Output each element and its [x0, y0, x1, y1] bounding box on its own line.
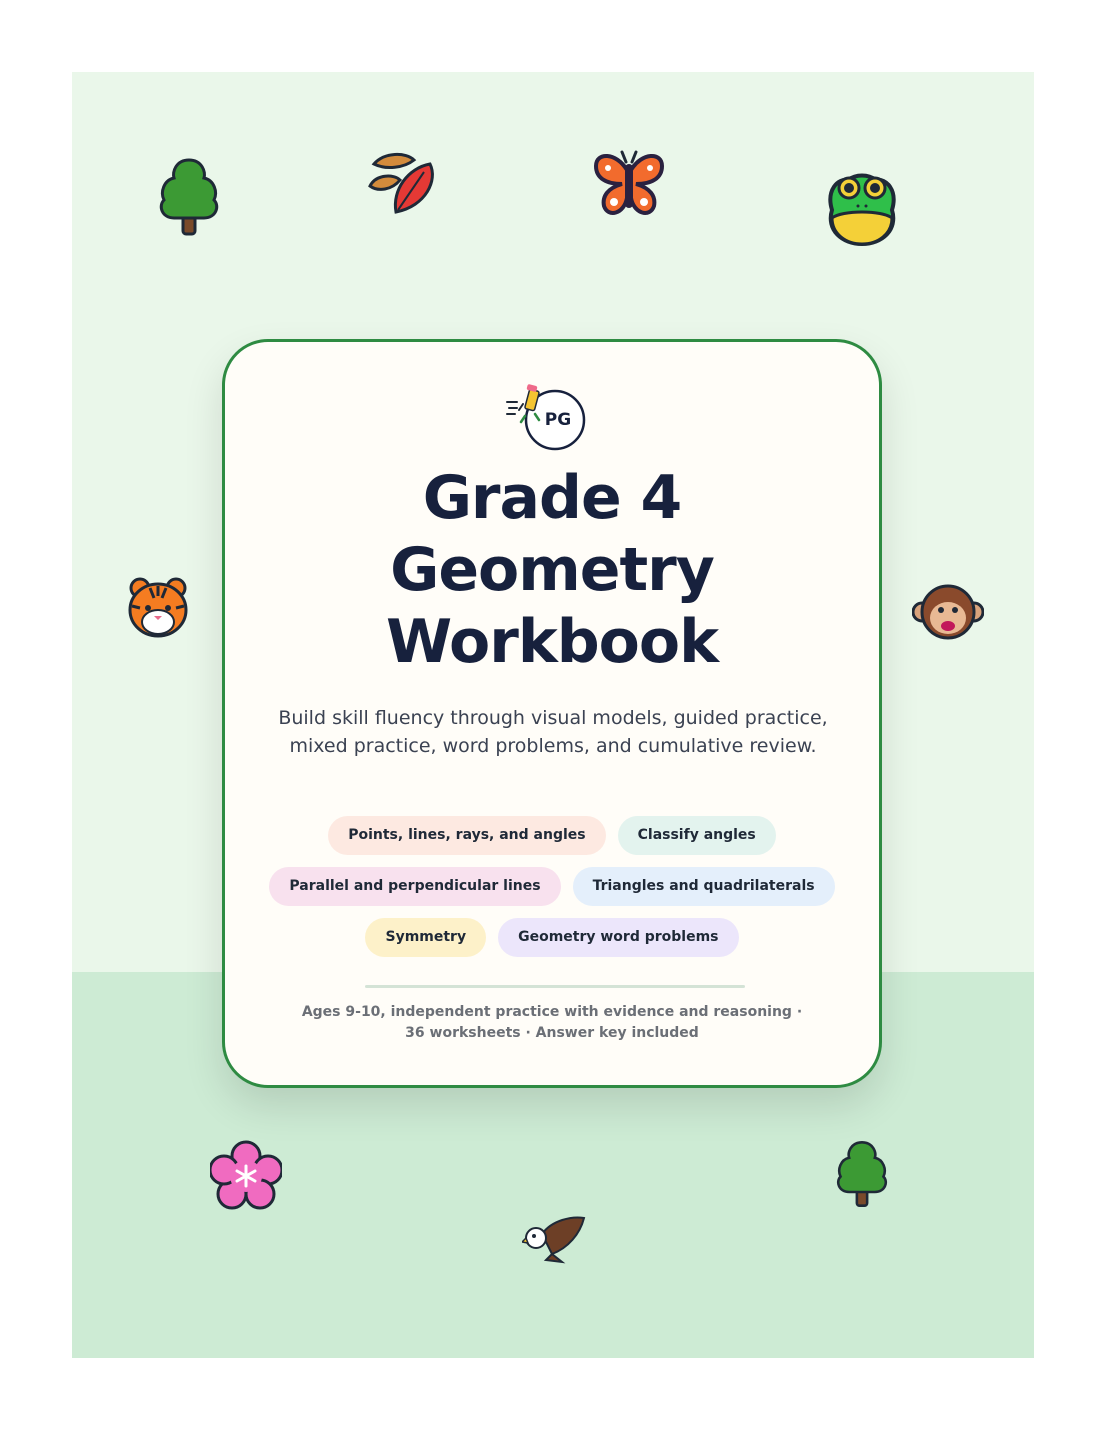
- title-line-3: Workbook: [385, 607, 719, 677]
- topic-tag: Parallel and perpendicular lines: [269, 867, 560, 906]
- divider: [365, 985, 745, 988]
- frog-icon: [822, 170, 902, 248]
- monkey-icon: [912, 582, 984, 642]
- workbook-description: Build skill fluency through visual models, guided practice, mixed practice, word problems, and cumulative review.: [278, 707, 828, 757]
- tag-row: [225, 918, 879, 957]
- workbook-details: Ages 9-10, independent practice with evidence and reasoning · 36 worksheets · Answer key included: [301, 1004, 803, 1041]
- brand-logo: [505, 382, 589, 452]
- title-line-1: Grade 4: [422, 463, 682, 533]
- topic-tag: Symmetry: [365, 918, 486, 957]
- topic-tag: Triangles and quadrilaterals: [573, 867, 835, 906]
- tag-row: [225, 867, 879, 906]
- autumn-leaves-icon: [366, 150, 438, 218]
- title-line-2: Geometry: [390, 535, 714, 605]
- topic-tag: Classify angles: [618, 816, 776, 855]
- eagle-icon: [522, 1214, 586, 1264]
- svg-text:PG: PG: [544, 410, 572, 430]
- cherry-blossom-icon: [210, 1140, 282, 1210]
- cover-card: [222, 339, 882, 1088]
- tree-icon: [154, 156, 224, 238]
- workbook-title: [225, 462, 879, 678]
- tiger-icon: [126, 576, 192, 640]
- topic-tag: Points, lines, rays, and angles: [328, 816, 605, 855]
- butterfly-icon: [592, 146, 666, 220]
- topic-tags: [225, 816, 879, 969]
- topic-tag: Geometry word problems: [498, 918, 738, 957]
- tree-icon: [832, 1138, 892, 1210]
- tag-row: [225, 816, 879, 855]
